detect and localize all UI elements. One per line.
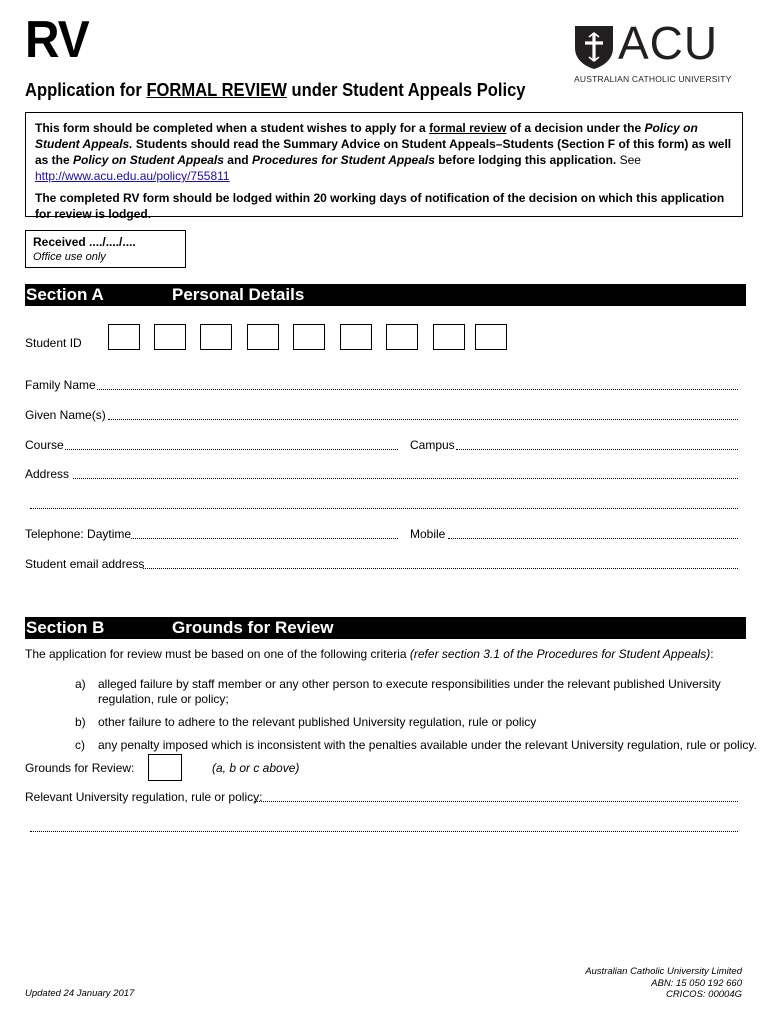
acu-logo [572,17,752,86]
section-b-header [25,617,746,639]
intro-formal-review: formal review [429,121,507,135]
intro-see: See [619,153,641,167]
footer-cricos: CRICOS: 00004G [665,989,742,1000]
regulation-field-line-1[interactable] [254,801,738,802]
criterion-letter: b) [75,715,86,729]
form-title [25,80,526,101]
criteria-intro-text: The application for review must be based on one of the following criteria [25,647,410,661]
student-id-digit-2[interactable] [154,324,186,350]
grounds-input-box[interactable] [148,754,182,781]
intro-procedures-name: Procedures for Student Appeals [251,153,435,167]
criteria-intro [25,647,714,661]
policy-link[interactable]: http://www.acu.edu.au/policy/755811 [35,169,230,183]
student-id-digit-4[interactable] [247,324,279,350]
criterion-text: any penalty imposed which is inconsistent with the penalties available under the relevant University regulation, rule or policy. [98,738,757,752]
criterion-letter: c) [75,738,85,752]
title-underlined: FORMAL REVIEW [146,80,287,100]
grounds-label: Grounds for Review: [25,761,135,775]
student-id-digit-3[interactable] [200,324,232,350]
telephone-field[interactable] [131,538,398,539]
student-id-label: Student ID [25,336,82,350]
family-name-label: Family Name [25,378,96,392]
logo-wordmark: ACU [618,17,719,69]
section-b-title: Grounds for Review [172,618,334,637]
title-suffix: under Student Appeals Policy [286,80,526,100]
course-label: Course [25,438,64,452]
student-id-digit-7[interactable] [386,324,418,350]
form-code: RV [25,11,89,69]
given-names-label: Given Name(s) [25,408,106,422]
intro-text: This form should be completed when a student wishes to apply for a [35,121,430,135]
logo-subtitle: AUSTRALIAN CATHOLIC UNIVERSITY [574,74,732,84]
course-field[interactable] [65,449,398,450]
address-field-line-2[interactable] [30,508,738,509]
campus-label: Campus [410,438,455,452]
section-b-label: Section B [26,618,105,637]
office-use-note: Office use only [33,251,106,263]
lodgement-deadline: The completed RV form should be lodged within 20 working days of notification of the decision on which this application for review is lodged. [35,191,725,221]
criteria-reference: (refer section 3.1 of the Procedures for Student Appeals) [409,647,711,661]
student-id-digit-5[interactable] [293,324,325,350]
email-label: Student email address [25,557,145,571]
given-names-field[interactable] [108,419,738,420]
shield-icon [574,24,614,70]
instructions-paragraph [35,120,733,184]
criterion-letter: a) [75,677,86,691]
section-a-title: Personal Details [172,285,305,304]
telephone-label: Telephone: Daytime [25,527,132,541]
mobile-field[interactable] [448,538,738,539]
criterion-text: other failure to adhere to the relevant published University regulation, rule or policy [98,715,537,729]
intro-policy-name: Policy on Student Appeals. [35,121,698,151]
footer-org-name: Australian Catholic University Limited [585,966,742,977]
address-label: Address [25,467,70,481]
mobile-label: Mobile [410,527,446,541]
intro-text: of a decision under the [506,121,645,135]
footer-updated: Updated 24 January 2017 [25,988,135,999]
intro-text: Students (Section F of this form) as well as the [35,137,732,167]
campus-field[interactable] [456,449,738,450]
criterion-text: alleged failure by staff member or any other person to execute responsibilities under the relevant published University regulation, rule or policy; [98,677,721,706]
intro-dash: – [495,137,503,151]
section-a-label: Section A [26,285,104,304]
title-prefix: Application for [25,80,147,100]
criteria-intro-colon: : [710,647,714,661]
student-id-digit-1[interactable] [108,324,140,350]
instructions-box [25,112,743,221]
intro-text: Students should read the Summary Advice on Student Appeals [132,137,496,151]
received-label: Received ..../..../.... [33,235,136,249]
student-id-digit-6[interactable] [340,324,372,350]
address-field-line-1[interactable] [73,478,738,479]
grounds-hint: (a, b or c above) [212,761,300,775]
intro-policy-name: Policy on Student Appeals [73,153,224,167]
footer-org-details [585,966,742,1001]
student-id-digit-8[interactable] [433,324,465,350]
section-a-header [25,284,746,306]
family-name-field[interactable] [97,389,738,390]
received-box [25,230,186,268]
regulation-field-line-2[interactable] [30,831,738,832]
intro-text: and [223,153,252,167]
intro-text: before lodging this application. [434,153,620,167]
regulation-label: Relevant University regulation, rule or policy: [25,790,263,804]
footer-abn: ABN: 15 050 192 660 [651,977,742,989]
email-field[interactable] [143,568,738,569]
student-id-digit-9[interactable] [475,324,507,350]
